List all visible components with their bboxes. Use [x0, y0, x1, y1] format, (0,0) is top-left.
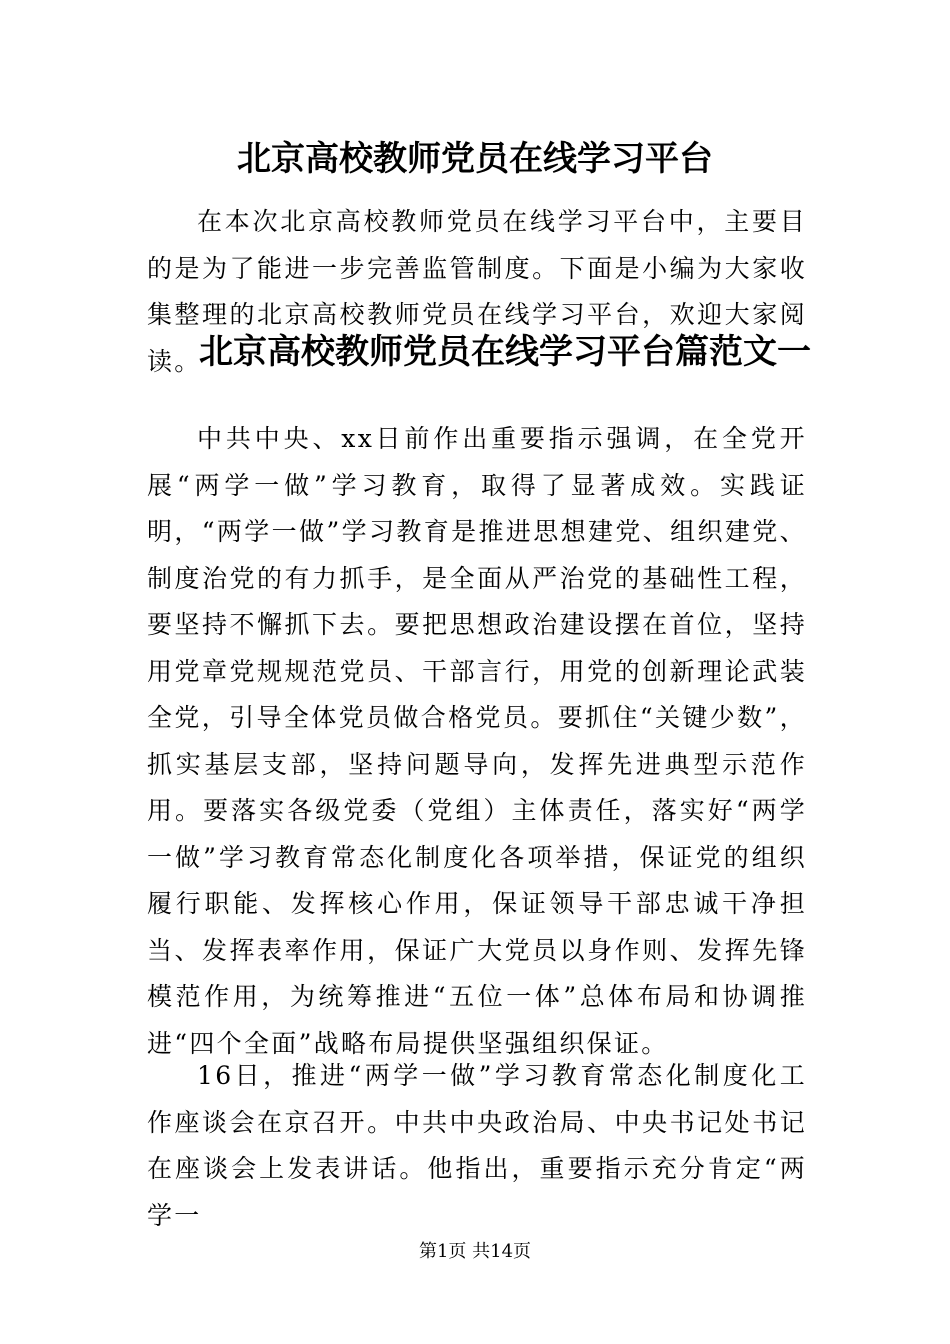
page-indicator: 第1页 共14页 [418, 1241, 532, 1262]
section-heading: 北京高校教师党员在线学习平台篇范文一 [199, 332, 811, 372]
body-paragraph: 16日，推进“两学一做”学习教育常态化制度化工作座谈会在京召开。中共中央政治局、中央书记处书记在座谈会上发表讲话。他指出，重要指示充分肯定“两学一 [147, 1061, 807, 1230]
body-paragraph: 中共中央、xx日前作出重要指示强调，在全党开展“两学一做”学习教育，取得了显著成效。实践证明，“两学一做”学习教育是推进思想建党、组织建党、制度治党的有力抓手，是全面从严治党的基础性工程，要坚持不懈抓下去。要把思想政治建设摆在首位，坚持用党章党规规范党员、干部言行，用党的创新理论武装全党，引导全体党员做合格党员。要抓住“关键少数”，抓实基层支部，坚持问题导向，发挥先进典型示范作用。要落实各级党委（党组）主体责任，落实好“两学一做”学习教育常态化制度化各项举措，保证党的组织履行职能、发挥核心作用，保证领导干部忠诚干净担当、发挥表率作用，保证广大党员以身作则、发挥先锋模范作用，为统筹推进“五位一体”总体布局和协调推进“四个全面”战略布局提供坚强组织保证。 [147, 424, 807, 1058]
intro-paragraph: 在本次北京高校教师党员在线学习平台中，主要目的是为了能进一步完善监管制度。下面是小编为大家收集整理的北京高校教师党员在线学习平台，欢迎大家阅读。 [147, 207, 807, 376]
document-title: 北京高校教师党员在线学习平台 [237, 139, 713, 179]
